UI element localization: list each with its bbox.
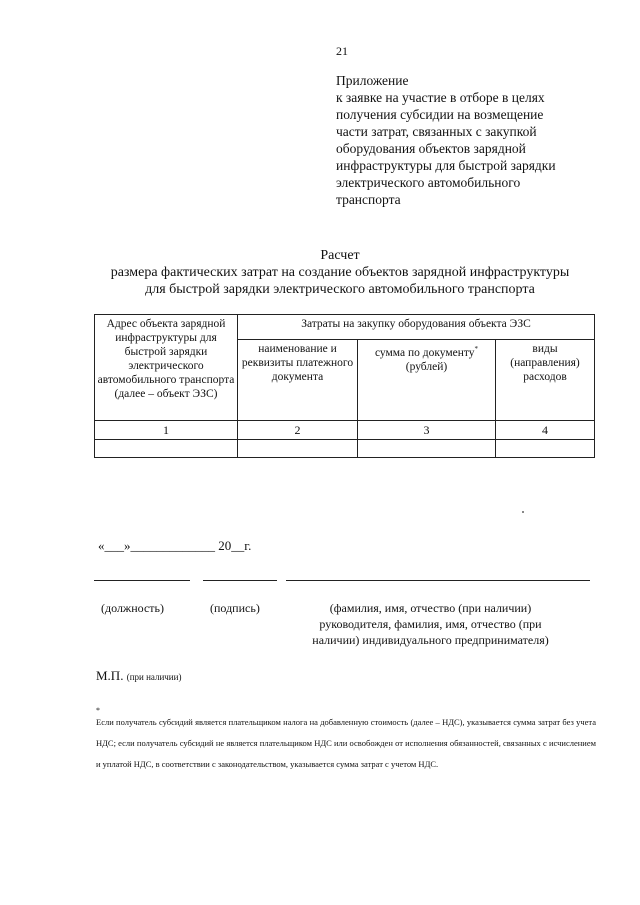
- appendix-line: Приложение: [336, 73, 409, 88]
- table-cell[interactable]: [95, 440, 238, 458]
- signature-label: (подпись): [210, 601, 260, 615]
- document-title: Расчет: [320, 248, 360, 263]
- document-subtitle-line-2: для быстрой зарядки электрического автомобильного транспорта: [145, 282, 535, 297]
- table-cell[interactable]: [358, 440, 496, 458]
- appendix-line: инфраструктуры для быстрой зарядки: [336, 158, 556, 173]
- table-cell[interactable]: [496, 440, 595, 458]
- appendix-heading: [336, 72, 626, 208]
- date-line[interactable]: «___»_____________ 20__г.: [98, 538, 252, 553]
- position-line[interactable]: [94, 580, 190, 581]
- stamp-note: (при наличии): [126, 672, 182, 682]
- appendix-line: транспорта: [336, 192, 401, 207]
- column-number: 2: [238, 421, 358, 440]
- appendix-line: электрического автомобильного: [336, 175, 521, 190]
- column-number: 4: [496, 421, 595, 440]
- calculation-table: [94, 314, 595, 458]
- document-subtitle-line-1: размера фактических затрат на создание объектов зарядной инфраструктуры: [110, 265, 570, 280]
- page-number: 21: [336, 44, 348, 58]
- sum-units: (рублей): [405, 360, 448, 373]
- footnote-mark: *: [474, 345, 479, 353]
- address-column-header: Адрес объекта зарядной инфраструктуры для быстрой зарядки электрического автомобильного транспорта (далее – объект ЭЗС): [95, 315, 238, 421]
- scan-dot: [522, 511, 524, 513]
- stamp-label: М.П.: [96, 668, 124, 683]
- sum-header-label: сумма по документу: [374, 346, 475, 359]
- payment-document-header: наименование и реквизиты платежного документа: [238, 340, 358, 421]
- footnote-mark: *: [96, 706, 100, 715]
- column-number: 3: [358, 421, 496, 440]
- stamp-place: [96, 668, 181, 684]
- table-cell[interactable]: [238, 440, 358, 458]
- expense-type-header: виды (направления) расходов: [496, 340, 595, 421]
- footnote: Если получатель субсидий является плательщиком налога на добавленную стоимость (далее – НДС), указывается сумма затрат без учета НДС; если получатель субсидий не является плательщиком НДС или освобожден от исполнения обязанностей, связанных с исчислением и уплатой НДС, в соответствии с законодательством, указывается сумма затрат с учетом НДС.: [96, 717, 596, 769]
- appendix-line: получения субсидии на возмещение: [336, 107, 544, 122]
- table-row: [95, 440, 595, 458]
- sum-header: [358, 340, 496, 421]
- column-number: 1: [95, 421, 238, 440]
- appendix-line: части затрат, связанных с закупкой: [336, 124, 537, 139]
- costs-group-header: Затраты на закупку оборудования объекта ЭЗС: [238, 315, 595, 340]
- name-label: (фамилия, имя, отчество (при наличии) руководителя, фамилия, имя, отчество (при наличии) индивидуального предпринимателя): [312, 601, 549, 647]
- name-line[interactable]: [286, 580, 590, 581]
- position-label: (должность): [101, 601, 164, 615]
- signature-line[interactable]: [203, 580, 277, 581]
- appendix-line: к заявке на участие в отборе в целях: [336, 90, 545, 105]
- column-number-row: [95, 421, 595, 440]
- appendix-line: оборудования объектов зарядной: [336, 141, 526, 156]
